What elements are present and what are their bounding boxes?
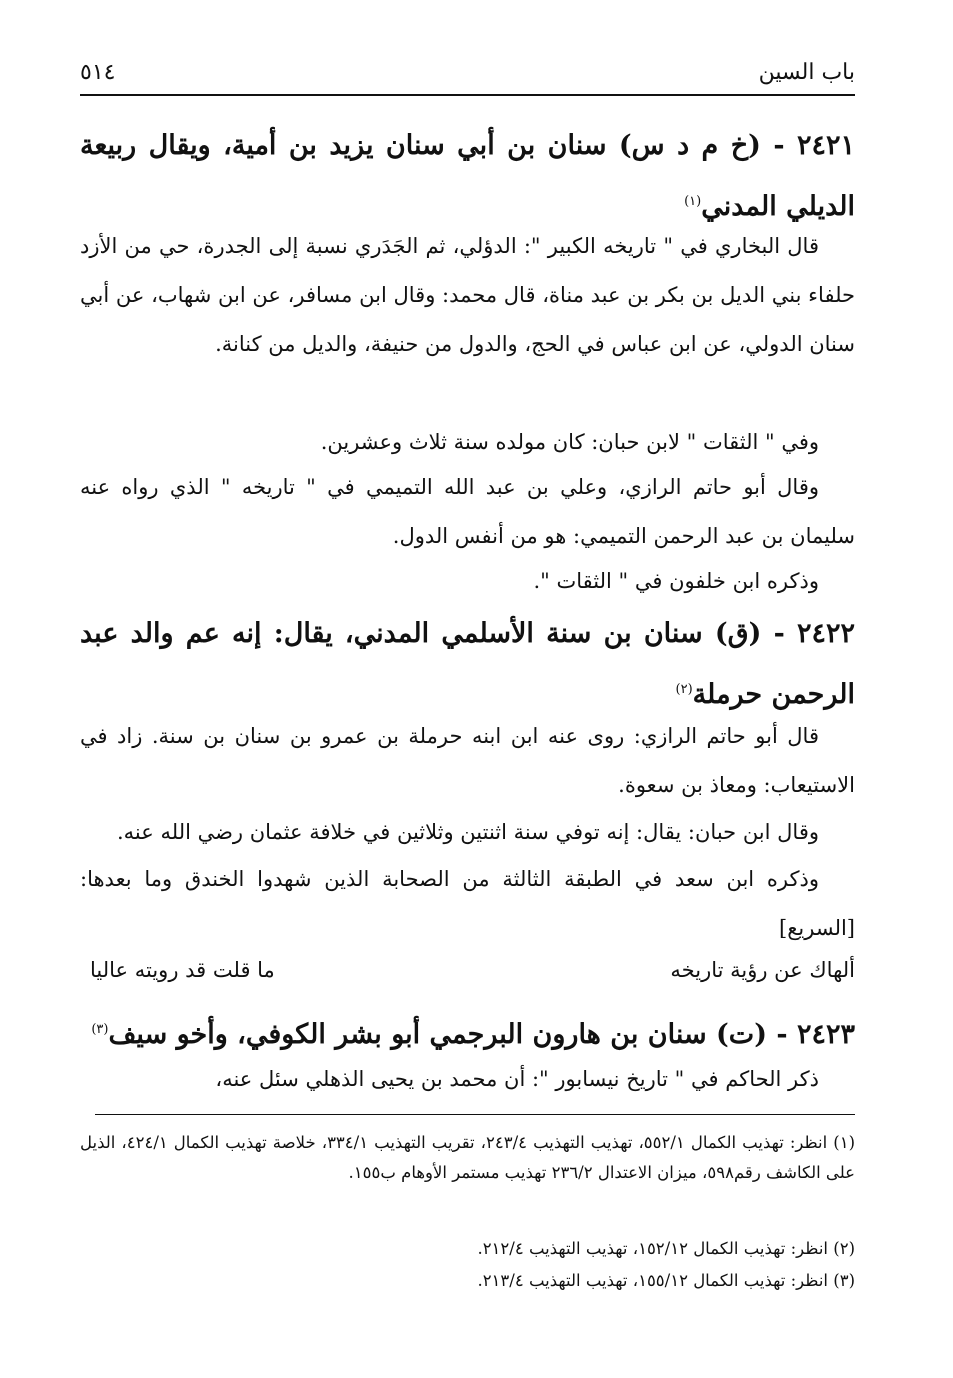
paragraph: وذكره ابن خلفون في " الثقات ". [533, 569, 819, 593]
paragraph: قال أبو حاتم الرازي: روى عنه ابن ابنه حرملة بن عمرو بن سنان بن سنة. زاد في الاستيعاب: ومعاذ بن سعوة. [80, 724, 855, 797]
paragraph: وذكره ابن سعد في الطبقة الثالثة من الصحابة الذين شهدوا الخندق وما بعدها: [السريع] [80, 867, 855, 940]
paragraph: ذكر الحاكم في " تاريخ نيسابور ": أن محمد بن يحيى الذهلي سئل عنه، [215, 1067, 819, 1091]
chapter-title: باب السين [758, 60, 855, 85]
footnote-divider [95, 1114, 855, 1115]
page-header [80, 58, 855, 96]
footnote-3: (٣) انظر: تهذيب الكمال ١٥٥/١٢، تهذيب التهذيب ٢١٣/٤. [477, 1271, 855, 1290]
entry-title-2421 [80, 118, 855, 235]
paragraph: وقال أبو حاتم الرازي، وعلي بن عبد الله التميمي في " تاريخه " الذي رواه عنه سليمان بن عبد الرحمن التميمي: هو من أنفس الدول. [80, 475, 855, 548]
footnote-marker: (١) [684, 194, 702, 209]
entry-title-text: ٢٤٢٢ - (ق) سنان بن سنة الأسلمي المدني، يقال: إنه عم والد عبد الرحمن حرملة [80, 618, 855, 710]
entry-title-text: ٢٤٢٣ - (ت) سنان بن هارون البرجمي أبو بشر الكوفي، وأخو سيف [108, 1019, 855, 1050]
paragraph: وفي " الثقات " لابن حبان: كان مولده سنة ثلاث وعشرين. [320, 430, 819, 454]
verse-second-hemistich: ما قلت قد رويته عاليا [90, 958, 275, 982]
entry-title-2423 [80, 1002, 855, 1063]
footnote-1: (١) انظر: تهذيب الكمال ٥٥٢/١، تهذيب التهذيب ٢٤٣/٤، تقريب التهذيب ٣٣٤/١، خلاصة تهذيب الكمال ٤٢٤/١، الذيل على الكاشف رقم٥٩٨، ميزان الاعتدال ٢٣٦/٢ تهذيب مستمر الأوهام ب١٥٥. [80, 1133, 855, 1182]
paragraph: وقال ابن حبان: يقال: إنه توفي سنة اثنتين وثلاثين في خلافة عثمان رضي الله عنه. [117, 820, 819, 844]
document-page [80, 0, 855, 1378]
paragraph: قال البخاري في " تاريخه الكبير ": الدؤلي، ثم الجَدَري نسبة إلى الجدرة، حي من الأزد حلفاء بني الديل بن بكر بن عبد مناة، قال محمد: وقال ابن مسافر، عن ابن شهاب، عن أبي سنان الدولي، عن ابن عباس في الحج، والدول من حنيفة، والديل من كنانة. [80, 234, 855, 356]
verse-first-hemistich: ألهاك عن رؤية تاريخه [670, 958, 855, 982]
footnote-2: (٢) انظر: تهذيب الكمال ١٥٢/١٢، تهذيب التهذيب ٢١٢/٤. [477, 1239, 855, 1258]
verse-line [80, 958, 855, 998]
entry-title-text: ٢٤٢١ - (خ م د س) سنان بن أبي سنان يزيد بن أمية، ويقال ربيعة الديلي المدني [80, 130, 855, 222]
footnote-marker: (٢) [675, 682, 693, 697]
page-number: ٥١٤ [80, 60, 116, 85]
footnote-marker: (٣) [91, 1022, 109, 1037]
entry-title-2422 [80, 606, 855, 723]
